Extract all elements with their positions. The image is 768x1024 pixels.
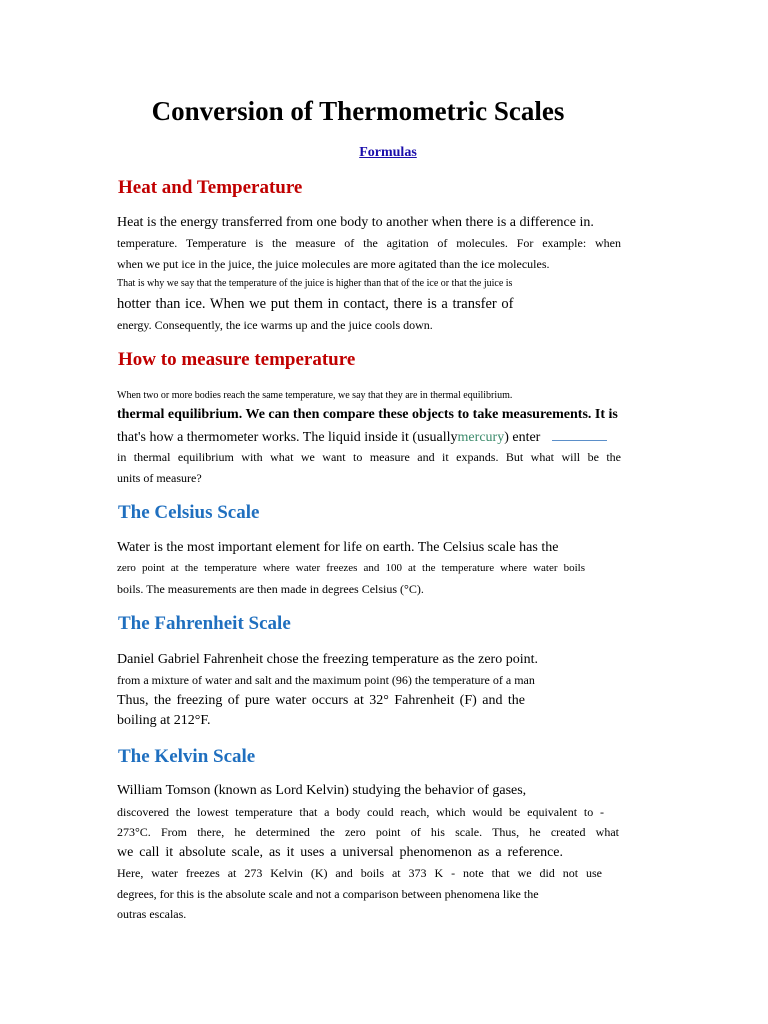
paragraph-line: Daniel Gabriel Fahrenheit chose the freezing temperature as the zero point. — [117, 652, 538, 667]
blank-underline — [552, 428, 607, 441]
formulas-link[interactable]: Formulas — [359, 145, 417, 160]
paragraph-line: boiling at 212°F. — [117, 713, 211, 728]
paragraph-line: discovered the lowest temperature that a body could reach, which would be equivalent to - — [117, 805, 604, 819]
text-run: that's how a thermometer works. The liquid inside it (usually — [117, 430, 458, 445]
paragraph-line: units of measure? — [117, 471, 202, 485]
section-heading-fahrenheit-scale: The Fahrenheit Scale — [118, 613, 291, 634]
section-heading-celsius-scale: The Celsius Scale — [118, 502, 260, 523]
paragraph-line: from a mixture of water and salt and the maximum point (96) the temperature of a man — [117, 673, 535, 687]
paragraph-line: William Tomson (known as Lord Kelvin) studying the behavior of gases, — [117, 783, 527, 798]
section-heading-how-to-measure-temperature: How to measure temperature — [118, 349, 356, 370]
paragraph-line: degrees, for this is the absolute scale and not a comparison between phenomena like the — [117, 887, 539, 901]
paragraph-line: we call it absolute scale, as it uses a universal phenomenon as a reference. — [117, 845, 563, 860]
paragraph-line: boils. The measurements are then made in degrees Celsius (°C). — [117, 582, 424, 596]
paragraph-line — [117, 428, 621, 447]
paragraph-line: in thermal equilibrium with what we want to measure and it expands. But what will be the — [117, 450, 621, 464]
mercury-highlight: mercury — [457, 430, 505, 445]
section-heading-heat-and-temperature: Heat and Temperature — [118, 177, 303, 198]
formulas-link-container — [0, 144, 768, 162]
paragraph-line: Here, water freezes at 273 Kelvin (K) and boils at 373 K - note that we did not use — [117, 866, 602, 880]
paragraph-line: 273°C. From there, he determined the zero point of his scale. Thus, he created what — [117, 825, 619, 839]
paragraph-line: zero point at the temperature where water freezes and 100 at the temperature where water boils — [117, 562, 585, 574]
paragraph-line: Heat is the energy transferred from one body to another when there is a difference in. — [117, 215, 594, 230]
paragraph-line: thermal equilibrium. We can then compare these objects to take measurements. It is — [117, 407, 618, 422]
page-title: Conversion of Thermometric Scales — [151, 96, 565, 126]
paragraph-line: when we put ice in the juice, the juice molecules are more agitated than the ice molecules. — [117, 257, 550, 271]
section-heading-kelvin-scale: The Kelvin Scale — [118, 746, 256, 767]
paragraph-line: energy. Consequently, the ice warms up and the juice cools down. — [117, 318, 433, 332]
paragraph-line: Water is the most important element for life on earth. The Celsius scale has the — [117, 540, 559, 555]
paragraph-line: hotter than ice. When we put them in contact, there is a transfer of — [117, 296, 514, 312]
paragraph-line: Thus, the freezing of pure water occurs at 32° Fahrenheit (F) and the — [117, 693, 525, 708]
paragraph-line: That is why we say that the temperature of the juice is higher than that of the ice or that the juice is — [117, 278, 513, 289]
paragraph-line: outras escalas. — [117, 907, 187, 921]
paragraph-line: When two or more bodies reach the same temperature, we say that they are in thermal equilibrium. — [117, 390, 513, 401]
text-run: ) enter — [504, 430, 541, 445]
paragraph-line: temperature. Temperature is the measure of the agitation of molecules. For example: when — [117, 236, 621, 250]
